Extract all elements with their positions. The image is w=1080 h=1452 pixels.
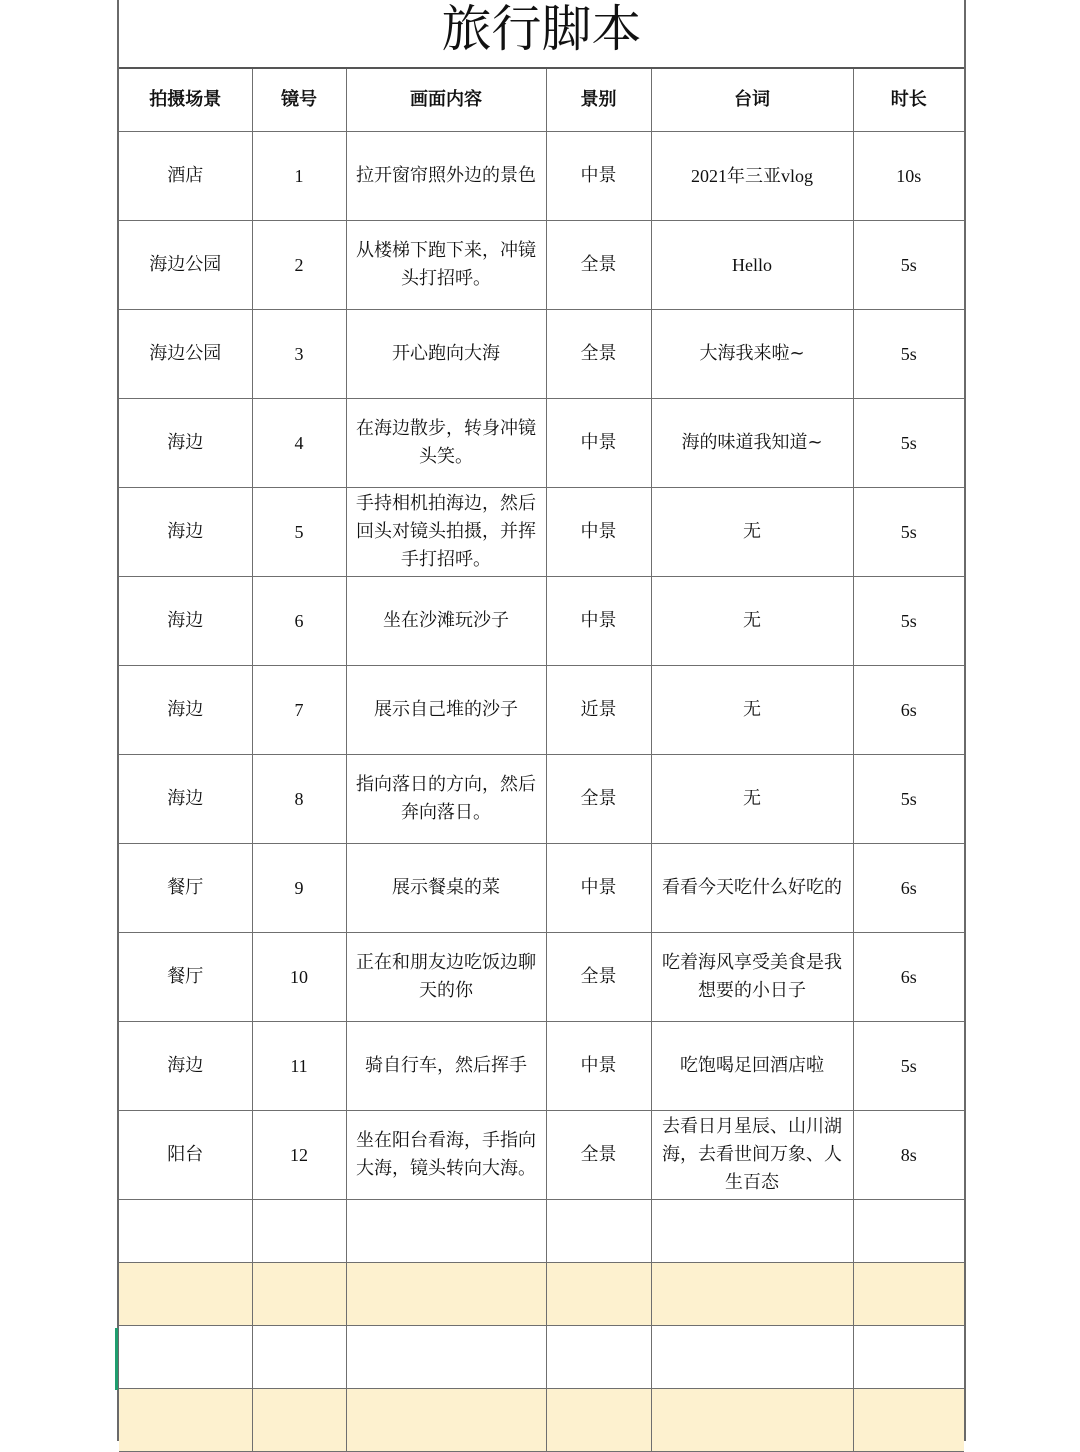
cell-line[interactable]: 看看今天吃什么好吃的: [651, 843, 853, 932]
table-row: [119, 1110, 964, 1199]
cell-shot[interactable]: 12: [252, 1110, 346, 1199]
cell-duration[interactable]: 5s: [853, 1021, 964, 1110]
cell-content[interactable]: 拉开窗帘照外边的景色: [346, 131, 546, 220]
cell-scene[interactable]: 海边: [119, 1021, 252, 1110]
empty-cell[interactable]: [252, 1262, 346, 1325]
cell-line[interactable]: 无: [651, 665, 853, 754]
cell-scene[interactable]: 海边: [119, 487, 252, 576]
cell-shot[interactable]: 1: [252, 131, 346, 220]
cell-line[interactable]: 吃着海风享受美食是我想要的小日子: [651, 932, 853, 1021]
cell-line[interactable]: 2021年三亚vlog: [651, 131, 853, 220]
empty-cell[interactable]: [346, 1388, 546, 1451]
cell-content[interactable]: 开心跑向大海: [346, 309, 546, 398]
cell-shot[interactable]: 6: [252, 576, 346, 665]
cell-line[interactable]: 大海我来啦~: [651, 309, 853, 398]
cell-duration[interactable]: 6s: [853, 665, 964, 754]
cell-line[interactable]: 无: [651, 487, 853, 576]
cell-scene[interactable]: 阳台: [119, 1110, 252, 1199]
spreadsheet-page: [117, 0, 966, 1441]
header-line[interactable]: 台词: [651, 69, 853, 131]
cell-duration[interactable]: 5s: [853, 309, 964, 398]
cell-content[interactable]: 展示餐桌的菜: [346, 843, 546, 932]
cell-shot[interactable]: 2: [252, 220, 346, 309]
cell-scene[interactable]: 海边: [119, 576, 252, 665]
cell-duration[interactable]: 10s: [853, 131, 964, 220]
script-table: [119, 69, 964, 1452]
table-row: [119, 576, 964, 665]
empty-cell[interactable]: [853, 1325, 964, 1388]
cell-framing[interactable]: 中景: [546, 843, 651, 932]
cell-content[interactable]: 展示自己堆的沙子: [346, 665, 546, 754]
cell-content[interactable]: 坐在阳台看海，手指向大海，镜头转向大海。: [346, 1110, 546, 1199]
table-row: [119, 131, 964, 220]
cell-content[interactable]: 骑自行车，然后挥手: [346, 1021, 546, 1110]
cell-line[interactable]: Hello: [651, 220, 853, 309]
cell-shot[interactable]: 8: [252, 754, 346, 843]
empty-cell[interactable]: [853, 1388, 964, 1451]
header-content[interactable]: 画面内容: [346, 69, 546, 131]
cell-shot[interactable]: 7: [252, 665, 346, 754]
empty-cell[interactable]: [651, 1262, 853, 1325]
cell-duration[interactable]: 6s: [853, 932, 964, 1021]
cell-scene[interactable]: 海边公园: [119, 309, 252, 398]
empty-cell[interactable]: [119, 1262, 252, 1325]
cell-duration[interactable]: 5s: [853, 576, 964, 665]
table-row: [119, 754, 964, 843]
table-row: [119, 665, 964, 754]
cell-content[interactable]: 手持相机拍海边，然后回头对镜头拍摄，并挥手打招呼。: [346, 487, 546, 576]
cell-duration[interactable]: 5s: [853, 487, 964, 576]
cell-framing[interactable]: 全景: [546, 1110, 651, 1199]
empty-cell[interactable]: [651, 1199, 853, 1262]
cell-selection-marker: [115, 1328, 118, 1390]
cell-scene[interactable]: 餐厅: [119, 932, 252, 1021]
cell-content[interactable]: 从楼梯下跑下来，冲镜头打招呼。: [346, 220, 546, 309]
cell-framing[interactable]: 全景: [546, 309, 651, 398]
cell-framing[interactable]: 近景: [546, 665, 651, 754]
cell-scene[interactable]: 酒店: [119, 131, 252, 220]
cell-shot[interactable]: 11: [252, 1021, 346, 1110]
cell-line[interactable]: 无: [651, 754, 853, 843]
cell-content[interactable]: 指向落日的方向，然后奔向落日。: [346, 754, 546, 843]
empty-cell[interactable]: [119, 1199, 252, 1262]
cell-shot[interactable]: 10: [252, 932, 346, 1021]
cell-shot[interactable]: 3: [252, 309, 346, 398]
table-row: [119, 487, 964, 576]
cell-scene[interactable]: 餐厅: [119, 843, 252, 932]
cell-content[interactable]: 正在和朋友边吃饭边聊天的你: [346, 932, 546, 1021]
empty-cell[interactable]: [252, 1388, 346, 1451]
cell-scene[interactable]: 海边: [119, 754, 252, 843]
cell-framing[interactable]: 全景: [546, 220, 651, 309]
cell-content[interactable]: 在海边散步，转身冲镜头笑。: [346, 398, 546, 487]
table-row: [119, 398, 964, 487]
cell-framing[interactable]: 全景: [546, 754, 651, 843]
table-row: [119, 843, 964, 932]
cell-scene[interactable]: 海边: [119, 665, 252, 754]
page-title: 旅行脚本: [119, 0, 964, 69]
cell-duration[interactable]: 5s: [853, 220, 964, 309]
cell-scene[interactable]: 海边: [119, 398, 252, 487]
empty-cell[interactable]: [252, 1199, 346, 1262]
empty-cell[interactable]: [119, 1388, 252, 1451]
header-framing[interactable]: 景别: [546, 69, 651, 131]
header-scene[interactable]: 拍摄场景: [119, 69, 252, 131]
empty-cell[interactable]: [252, 1325, 346, 1388]
cell-duration[interactable]: 5s: [853, 398, 964, 487]
cell-line[interactable]: 吃饱喝足回酒店啦: [651, 1021, 853, 1110]
cell-line[interactable]: 无: [651, 576, 853, 665]
cell-line[interactable]: 海的味道我知道~: [651, 398, 853, 487]
cell-framing[interactable]: 中景: [546, 131, 651, 220]
empty-cell[interactable]: [346, 1199, 546, 1262]
cell-duration[interactable]: 5s: [853, 754, 964, 843]
table-row: [119, 932, 964, 1021]
cell-line[interactable]: 去看日月星辰、山川湖海，去看世间万象、人生百态: [651, 1110, 853, 1199]
header-row: [119, 69, 964, 131]
cell-framing[interactable]: 中景: [546, 1021, 651, 1110]
empty-cell[interactable]: [853, 1199, 964, 1262]
empty-cell[interactable]: [346, 1325, 546, 1388]
empty-cell[interactable]: [546, 1388, 651, 1451]
empty-row-highlighted: [119, 1262, 964, 1325]
cell-framing[interactable]: 中景: [546, 576, 651, 665]
empty-cell[interactable]: [853, 1262, 964, 1325]
empty-row: [119, 1325, 964, 1388]
table-row: [119, 220, 964, 309]
empty-row-highlighted: [119, 1388, 964, 1451]
header-shot[interactable]: 镜号: [252, 69, 346, 131]
cell-framing[interactable]: 中景: [546, 398, 651, 487]
empty-cell[interactable]: [546, 1325, 651, 1388]
header-duration[interactable]: 时长: [853, 69, 964, 131]
empty-cell[interactable]: [546, 1199, 651, 1262]
empty-cell[interactable]: [546, 1262, 651, 1325]
cell-framing[interactable]: 全景: [546, 932, 651, 1021]
empty-cell[interactable]: [651, 1325, 853, 1388]
empty-cell[interactable]: [119, 1325, 252, 1388]
cell-shot[interactable]: 9: [252, 843, 346, 932]
empty-cell[interactable]: [651, 1388, 853, 1451]
cell-content[interactable]: 坐在沙滩玩沙子: [346, 576, 546, 665]
empty-row: [119, 1199, 964, 1262]
empty-cell[interactable]: [346, 1262, 546, 1325]
cell-duration[interactable]: 6s: [853, 843, 964, 932]
cell-scene[interactable]: 海边公园: [119, 220, 252, 309]
table-row: [119, 309, 964, 398]
table-row: [119, 1021, 964, 1110]
cell-shot[interactable]: 4: [252, 398, 346, 487]
cell-shot[interactable]: 5: [252, 487, 346, 576]
cell-framing[interactable]: 中景: [546, 487, 651, 576]
cell-duration[interactable]: 8s: [853, 1110, 964, 1199]
